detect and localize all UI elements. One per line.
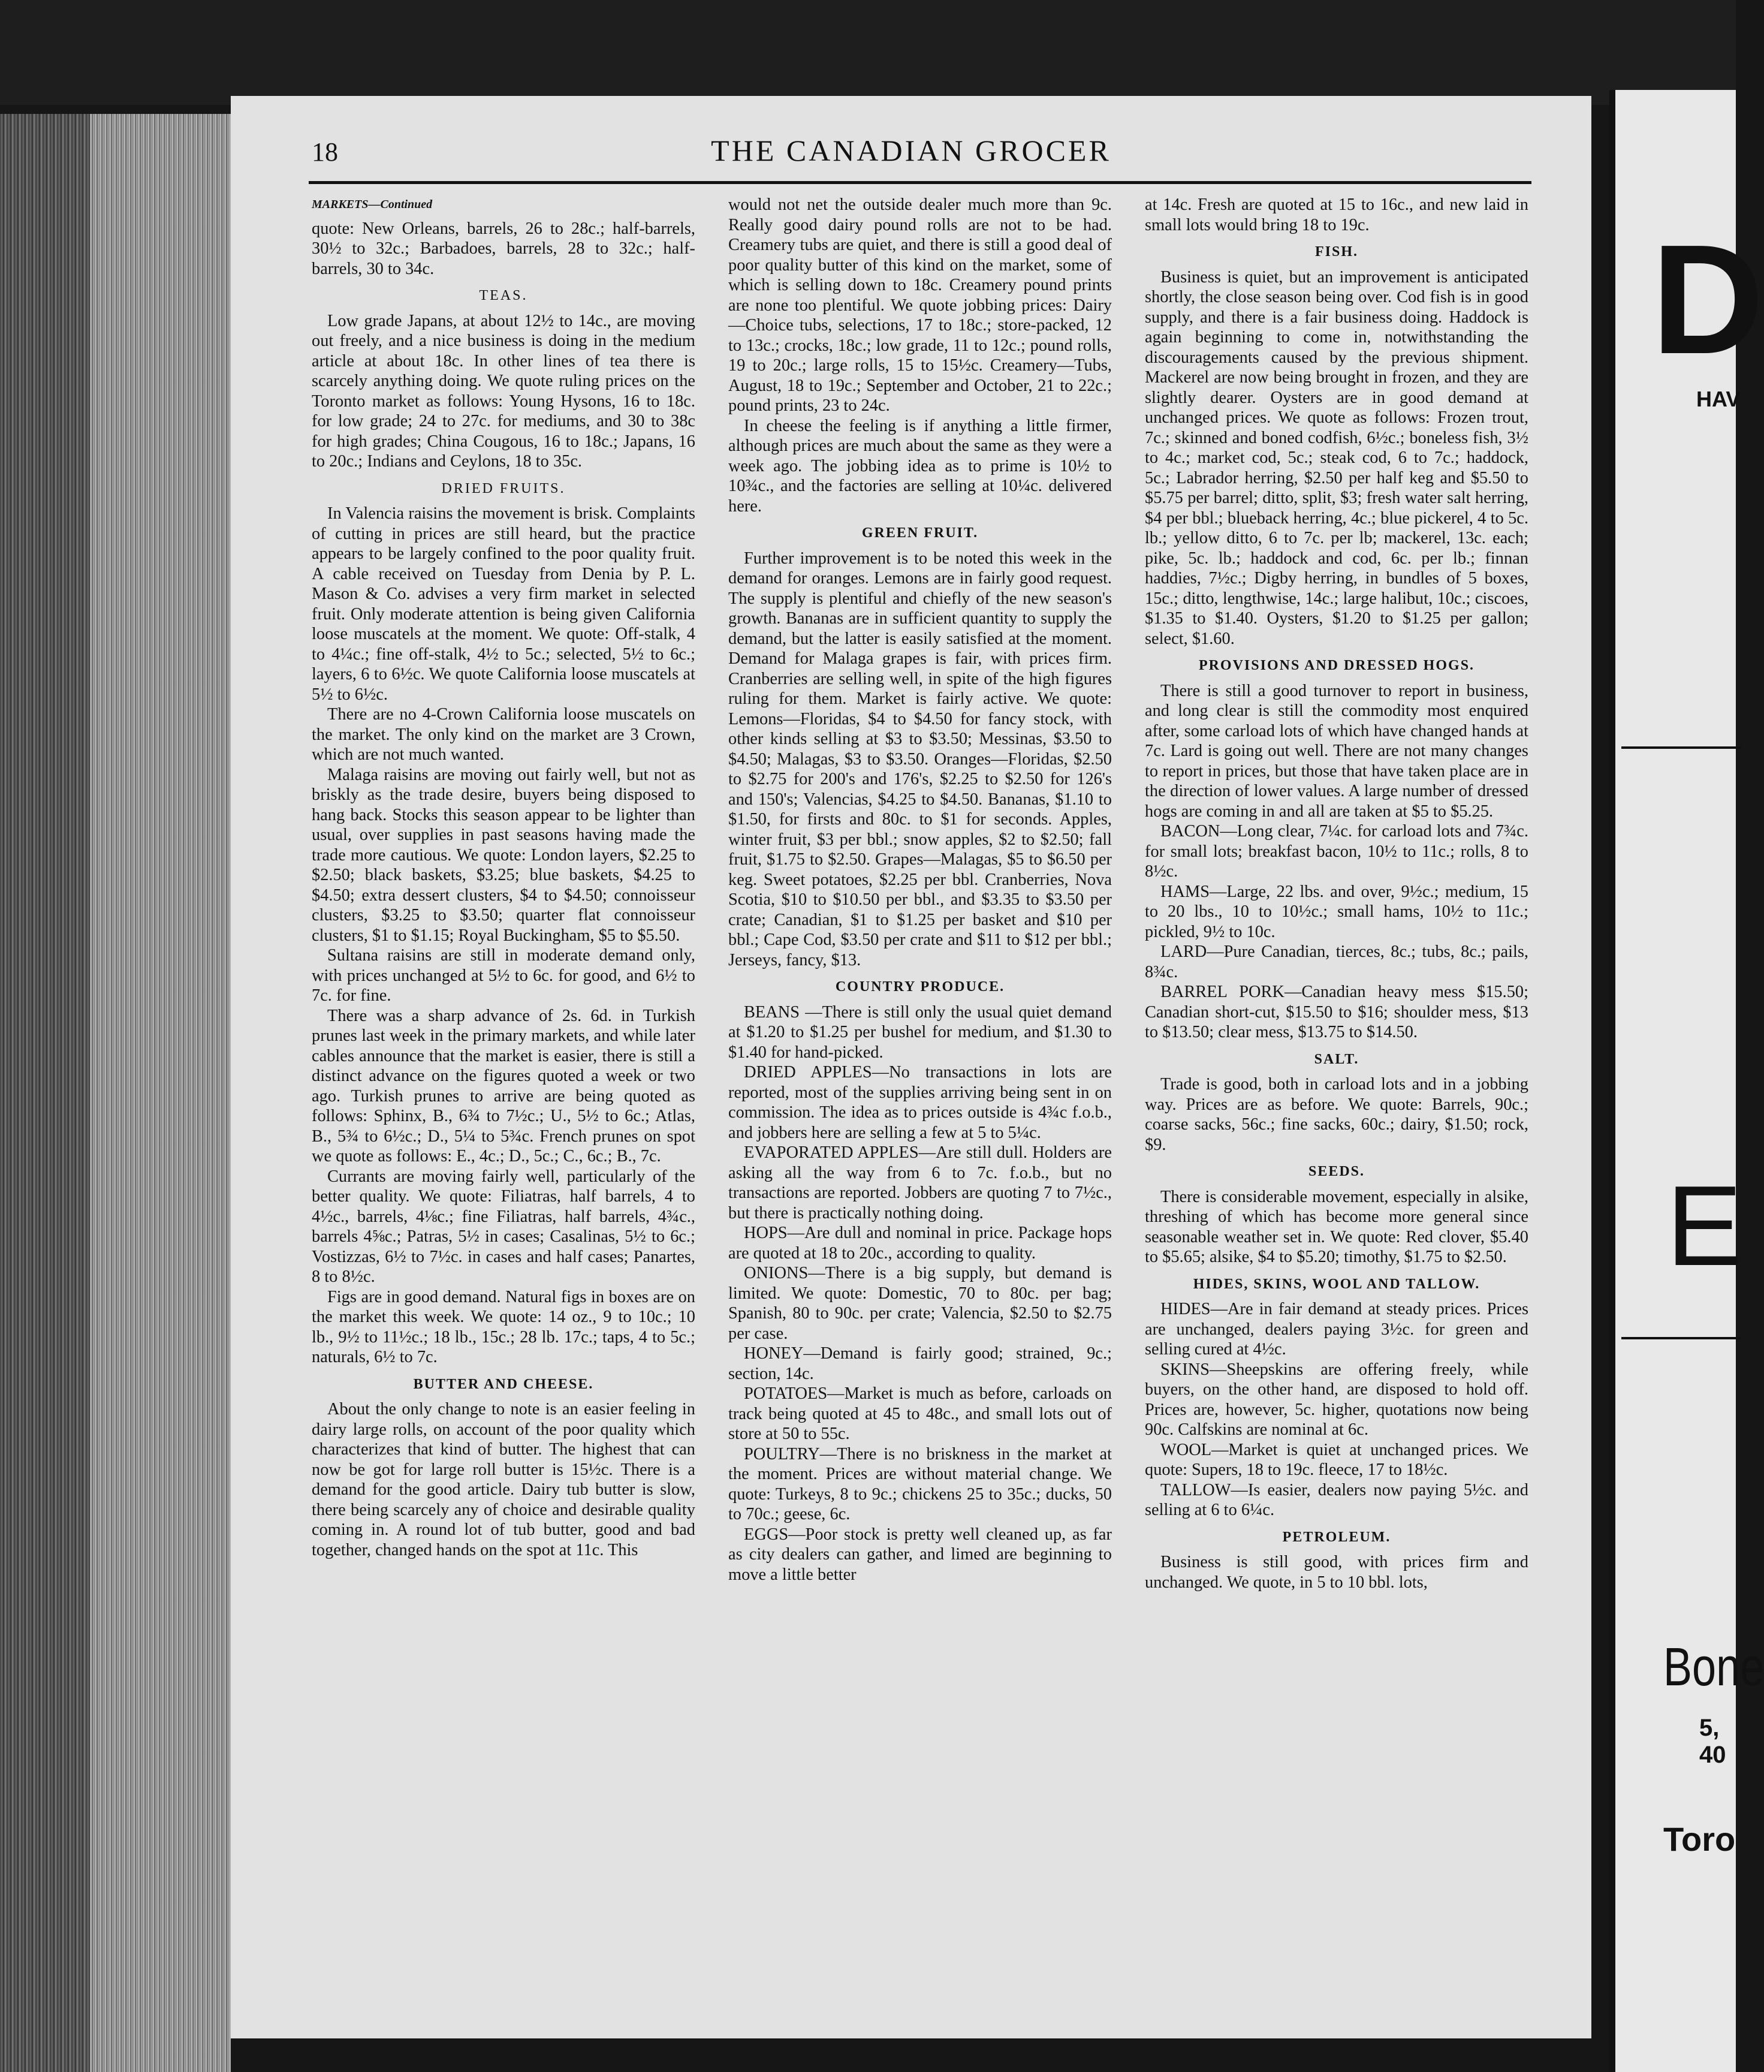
column-3	[1145, 195, 1528, 1592]
paragraph: Business is quiet, but an improvement is anticipated shortly, the close season being over. Cod fish is in good supply, and there is a fair business doing. Haddock is again beginning to come in, notwithstanding the discouragements caused by the previous shipment. Mackerel are now being brought in frozen, and they are slightly dearer. Oysters are in good demand at unchanged prices. We quote as follows: Frozen trout, 7c.; skinned and boned codfish, 6½c.; boneless fish, 3½ to 4c.; market cod, 5c.; steak cod, 6 to 7c.; haddock, 5c.; Labrador herring, $2.50 per half keg and $5.50 to $5.75 per barrel; ditto, split, $3; fresh water salt herring, $4 per bbl.; blueback herring, 4c.; blue pickerel, 4 to 5c. lb.; yellow ditto, 6 to 7c. per lb; mackerel, 13c. each; pike, 5c. lb.; haddock and cod, 6c. per lb.; finnan haddies, 7½c.; Digby herring, in bundles of 5 boxes, 15c.; ditto, lengthwise, 14c.; large halibut, 10c.; ciscoes, $1.35 to $1.40. Oysters, $1.20 to $1.25 per gallon; select, $1.60.	[1145, 267, 1528, 648]
column-1	[312, 195, 695, 1560]
paragraph: BACON—Long clear, 7¼c. for carload lots and 7¾c. for small lots; breakfast bacon, 10½ to 11c.; rolls, 8 to 8½c.	[1145, 822, 1528, 881]
paragraph: In Valencia raisins the movement is brisk. Complaints of cutting in prices are still heard, but the practice appears to be largely confined to the poor quality fruit. A cable received on Tuesday from Denia by P. L. Mason & Co. advises a very firm market in selected fruit. Only moderate attention is being given California loose muscatels at the moment. We quote: Off-stalk, 4 to 4¼c.; fine off-stalk, 4½ to 5c.; selected, 5½ to 6c.; layers, 6 to 6½c. We quote California loose muscatels at 5½ to 6½c.	[312, 504, 695, 704]
column-2	[728, 195, 1112, 1585]
paragraph: DRIED APPLES—No transactions in lots are reported, most of the supplies arriving being sent in on commission. The idea as to prices outside is 4¾c f.o.b., and jobbers here are selling a few at 5 to 5¼c.	[728, 1063, 1112, 1142]
paragraph: EVAPORATED APPLES—Are still dull. Holders are asking all the way from 6 to 7c. f.o.b., but no transactions are reported. Jobbers are quoting 7 to 7½c., but there is practically nothing doing.	[728, 1143, 1112, 1222]
section-heading-teas: TEAS.	[479, 288, 528, 303]
adjacent-line: HAV	[1696, 387, 1741, 411]
adjacent-big-letter: D	[1651, 213, 1764, 387]
paragraph: Malaga raisins are moving out fairly well, but not as briskly as the trade desire, buyers being disposed to hang back. Stocks this season appear to be lighter than usual, over supplies in past seasons having made the trade more cautious. We quote: London layers, $2.25 to $2.50; black baskets, $3.25; blue baskets, $4.25 to $4.50; extra dessert clusters, $4 to $4.50; connoisseur clusters, $3.25 to $3.50; quarter flat connoisseur clusters, $1 to $1.15; Royal Buckingham, $5 to $5.50.	[312, 765, 695, 945]
paragraph: HONEY—Demand is fairly good; strained, 9c.; section, 14c.	[728, 1344, 1112, 1383]
paragraph: LARD—Pure Canadian, tierces, 8c.; tubs, 8c.; pails, 8¾c.	[1145, 942, 1528, 981]
paragraph: Sultana raisins are still in moderate demand only, with prices unchanged at 5½ to 6c. for good, and 6½ to 7c. for fine.	[312, 946, 695, 1005]
paragraph: Low grade Japans, at about 12½ to 14c., are moving out freely, and a nice business is doing in the medium article at about 18c. In other lines of tea there is scarcely anything doing. We quote ruling prices on the Toronto market as follows: Young Hysons, 16 to 18c. for low grade; 24 to 27c. for mediums, and 30 to 38c for high grades; China Cougous, 16 to 18c.; Japans, 16 to 20c.; Indians and Ceylons, 18 to 35c.	[312, 311, 695, 471]
paragraph: About the only change to note is an easier feeling in dairy large rolls, on account of the poor quality which characterizes that kind of butter. The highest that can now be got for large roll butter is 15½c. There is a demand for the good article. Dairy tub butter is slow, there being scarcely any of choice and desirable quality coming in. A round lot of tub butter, good and bad together, changed hands on the spot at 11c. This	[312, 1400, 695, 1559]
adjacent-number: 40	[1699, 1742, 1726, 1768]
paragraph: WOOL—Market is quiet at unchanged prices. We quote: Supers, 18 to 19c. fleece, 17 to 18½c.	[1145, 1440, 1528, 1479]
paragraph: BEANS —There is still only the usual quiet demand at $1.20 to $1.25 per bushel for medium, and $1.30 to $1.40 for hand-picked.	[728, 1002, 1112, 1062]
running-head: THE CANADIAN GROCER	[711, 134, 1111, 167]
header-rule	[309, 181, 1531, 184]
adjacent-page-border	[1609, 90, 1615, 2072]
paragraph: HOPS—Are dull and nominal in price. Package hops are quoted at 18 to 20c., according to quality.	[728, 1224, 1112, 1263]
paragraph: There was a sharp advance of 2s. 6d. in Turkish prunes last week in the primary markets, and while later cables announce that the market is easier, there is still a distinct advance on the figures quoted a week or two ago. Turkish prunes to arrive are being quoted as follows: Sphinx, B., 6¾ to 7½c.; U., 5½ to 6c.; Atlas, B., 5¾ to 6½c.; D., 5¼ to 5¾c. French prunes on spot we quote as follows: E., 4c.; D., 5c.; C., 6c.; B., 7c.	[312, 1006, 695, 1166]
section-heading-seeds: SEEDS.	[1308, 1164, 1365, 1179]
section-heading-country-produce: COUNTRY PRODUCE.	[835, 979, 1005, 995]
paragraph: SKINS—Sheepskins are offering freely, while buyers, on the other hand, are disposed to hold off. Prices are, however, 5c. higher, quotations now being 90c. Calfskins are nominal at 6c.	[1145, 1360, 1528, 1439]
section-heading-hides: HIDES, SKINS, WOOL AND TALLOW.	[1193, 1276, 1480, 1292]
paragraph: POULTRY—There is no briskness in the market at the moment. Prices are without material change. We quote: Turkeys, 8 to 9c.; chickens 25 to 35c.; ducks, 50 to 70c.; geese, 6c.	[728, 1444, 1112, 1523]
markets-continued-label: MARKETS—Continued	[312, 198, 433, 211]
adjacent-page	[1609, 90, 1764, 2072]
adjacent-city: Toro	[1663, 1820, 1736, 1858]
paragraph: POTATOES—Market is much as before, carloads on track being quoted at 45 to 48c., and small lots out of store at 50 to 55c.	[728, 1384, 1112, 1443]
paragraph: Further improvement is to be noted this week in the demand for oranges. Lemons are in fairly good request. The supply is plentiful and chiefly of the new season's growth. Bananas are in sufficient quantity to supply the demand, but the latter is easily satisfied at the moment. Demand for Malaga grapes is fair, with prices firm. Cranberries are selling well, in spite of the high figures ruling for them. Market is fairly active. We quote: Lemons—Floridas, $4 to $4.50 for fancy stock, with other kinds selling at $3 to $3.50; Messinas, $3.50 to $4.50; Malagas, $3 to $3.50. Oranges—Floridas, $2.50 to $2.75 for 200's and 176's, $2.25 to $2.50 for 126's and 150's; Valencias, $4.25 to $4.50. Bananas, $1.10 to $1.50, for firsts and 80c. to $1 for seconds. Apples, winter fruit, $3 per bbl.; snow apples, $2 to $2.50; fall fruit, $1.75 to $2.50. Grapes—Malagas, $5 to $6.50 per keg. Sweet potatoes, $2.25 per bbl. Cranberries, Nova Scotia, $10 to $10.50 per bbl., and $3.35 to $3.50 per crate; Canadian, $1 to $1.25 per basket and $10 per bbl.; Cape Cod, $3.50 per crate and $11 to $12 per bbl.; Jerseys, fancy, $13.	[728, 549, 1112, 969]
paragraph: There is still a good turnover to report in business, and long clear is still the commodity most enquired after, some carload lots of which have changed hands at 7c. Lard is going out well. There are not many changes to report in prices, but those that have taken place are in the direction of lower values. A large number of dressed hogs are coming in and all are taken at $5 to $5.25.	[1145, 681, 1528, 821]
paragraph: There are no 4-Crown California loose muscatels on the market. The only kind on the market are 3 Crown, which are not much wanted.	[312, 705, 695, 764]
paragraph: at 14c. Fresh are quoted at 15 to 16c., and new laid in small lots would bring 18 to 19c.	[1145, 195, 1528, 234]
adjacent-big-letter-2: E	[1666, 1163, 1742, 1290]
section-heading-fish: FISH.	[1314, 244, 1358, 260]
paragraph: Figs are in good demand. Natural figs in boxes are on the market this week. We quote: 14 oz., 9 to 10c.; 10 lb., 9½ to 11½c.; 18 lb., 15c.; 28 lb. 17c.; taps, 4 to 5c.; naturals, 6½ to 7c.	[312, 1287, 695, 1366]
adjacent-number: 5,	[1699, 1715, 1720, 1741]
adjacent-rule	[1621, 1337, 1741, 1339]
section-heading-salt: SALT.	[1314, 1051, 1359, 1067]
paragraph: In cheese the feeling is if anything a little firmer, although prices are much about the same as they were a week ago. The jobbing idea as to prime is 10½ to 10¾c., and the factories are selling at 10¼c. delivered here.	[728, 416, 1112, 516]
section-heading-dried-fruits: DRIED FRUITS.	[441, 480, 566, 496]
paragraph: quote: New Orleans, barrels, 26 to 28c.; half-barrels, 30½ to 32c.; Barbadoes, barrels, 28 to 32c.; half-barrels, 30 to 34c.	[312, 219, 695, 278]
paragraph: EGGS—Poor stock is pretty well cleaned up, as far as city dealers can gather, and limed are beginning to move a little better	[728, 1525, 1112, 1584]
page-edges	[90, 114, 231, 2072]
paragraph: Trade is good, both in carload lots and in a jobbing way. Prices are as before. We quote: Barrels, 90c.; coarse sacks, 56c.; fine sacks, 60c.; dairy, $1.50; rock, $9.	[1145, 1075, 1528, 1154]
adjacent-rule	[1621, 746, 1741, 749]
paragraph: would not net the outside dealer much more than 9c. Really good dairy pound rolls are not to be had. Creamery tubs are quiet, and there is still a good deal of poor quality butter of this kind on the market, some of which is selling down to 18c. Creamery pound prints are none too plentiful. We quote jobbing prices: Dairy—Choice tubs, selections, 17 to 18c.; store-packed, 12 to 13c.; crocks, 18c.; low grade, 11 to 12c.; pound rolls, 19 to 20c.; large rolls, 15 to 15½c. Creamery—Tubs, August, 18 to 19c.; September and October, 21 to 22c.; pound prints, 23 to 24c.	[728, 195, 1112, 415]
section-heading-provisions: PROVISIONS AND DRESSED HOGS.	[1198, 658, 1475, 673]
paragraph: ONIONS—There is a big supply, but demand is limited. We quote: Domestic, 70 to 80c. per bag; Spanish, 80 to 90c. per crate; Valencia, $2.50 to $2.75 per case.	[728, 1264, 1112, 1343]
section-heading-petroleum: PETROLEUM.	[1282, 1529, 1391, 1545]
paragraph: HIDES—Are in fair demand at steady prices. Prices are unchanged, dealers paying 3½c. for green and selling cured at 4½c.	[1145, 1300, 1528, 1359]
section-heading-green-fruit: GREEN FRUIT.	[861, 525, 979, 541]
paragraph: Currants are moving fairly well, particularly of the better quality. We quote: Filiatras, half barrels, 4 to 4½c., barrels, 4⅛c.; fine Filiatras, half barrels, 4¾c., barrels 4⅝c.; Patras, 5½ in cases; Casalinas, 5½ to 6c.; Vostizzas, 6½ to 7½c. in cases and half cases; Panartes, 8 to 8½c.	[312, 1167, 695, 1286]
adjacent-word: Bone	[1663, 1637, 1764, 1697]
newspaper-page	[231, 96, 1591, 2038]
paragraph: HAMS—Large, 22 lbs. and over, 9½c.; medium, 15 to 20 lbs., 10 to 10½c.; small hams, 10½ to 11c.; pickled, 9½ to 10c.	[1145, 882, 1528, 941]
paragraph: TALLOW—Is easier, dealers now paying 5½c. and selling at 6 to 6¼c.	[1145, 1480, 1528, 1519]
section-heading-butter-cheese: BUTTER AND CHEESE.	[413, 1376, 594, 1392]
paragraph: BARREL PORK—Canadian heavy mess $15.50; Canadian short-cut, $15.50 to $16; shoulder mess, $13 to $13.50; clear mess, $13.75 to $14.50.	[1145, 983, 1528, 1041]
paragraph: There is considerable movement, especially in alsike, threshing of which has become more general since seasonable weather set in. We quote: Red clover, $5.40 to $5.65; alsike, $4 to $5.20; timothy, $1.75 to $2.50.	[1145, 1187, 1528, 1266]
paragraph: Business is still good, with prices firm and unchanged. We quote, in 5 to 10 bbl. lots,	[1145, 1553, 1528, 1592]
top-shadow	[0, 0, 1736, 105]
page-number: 18	[312, 137, 338, 167]
